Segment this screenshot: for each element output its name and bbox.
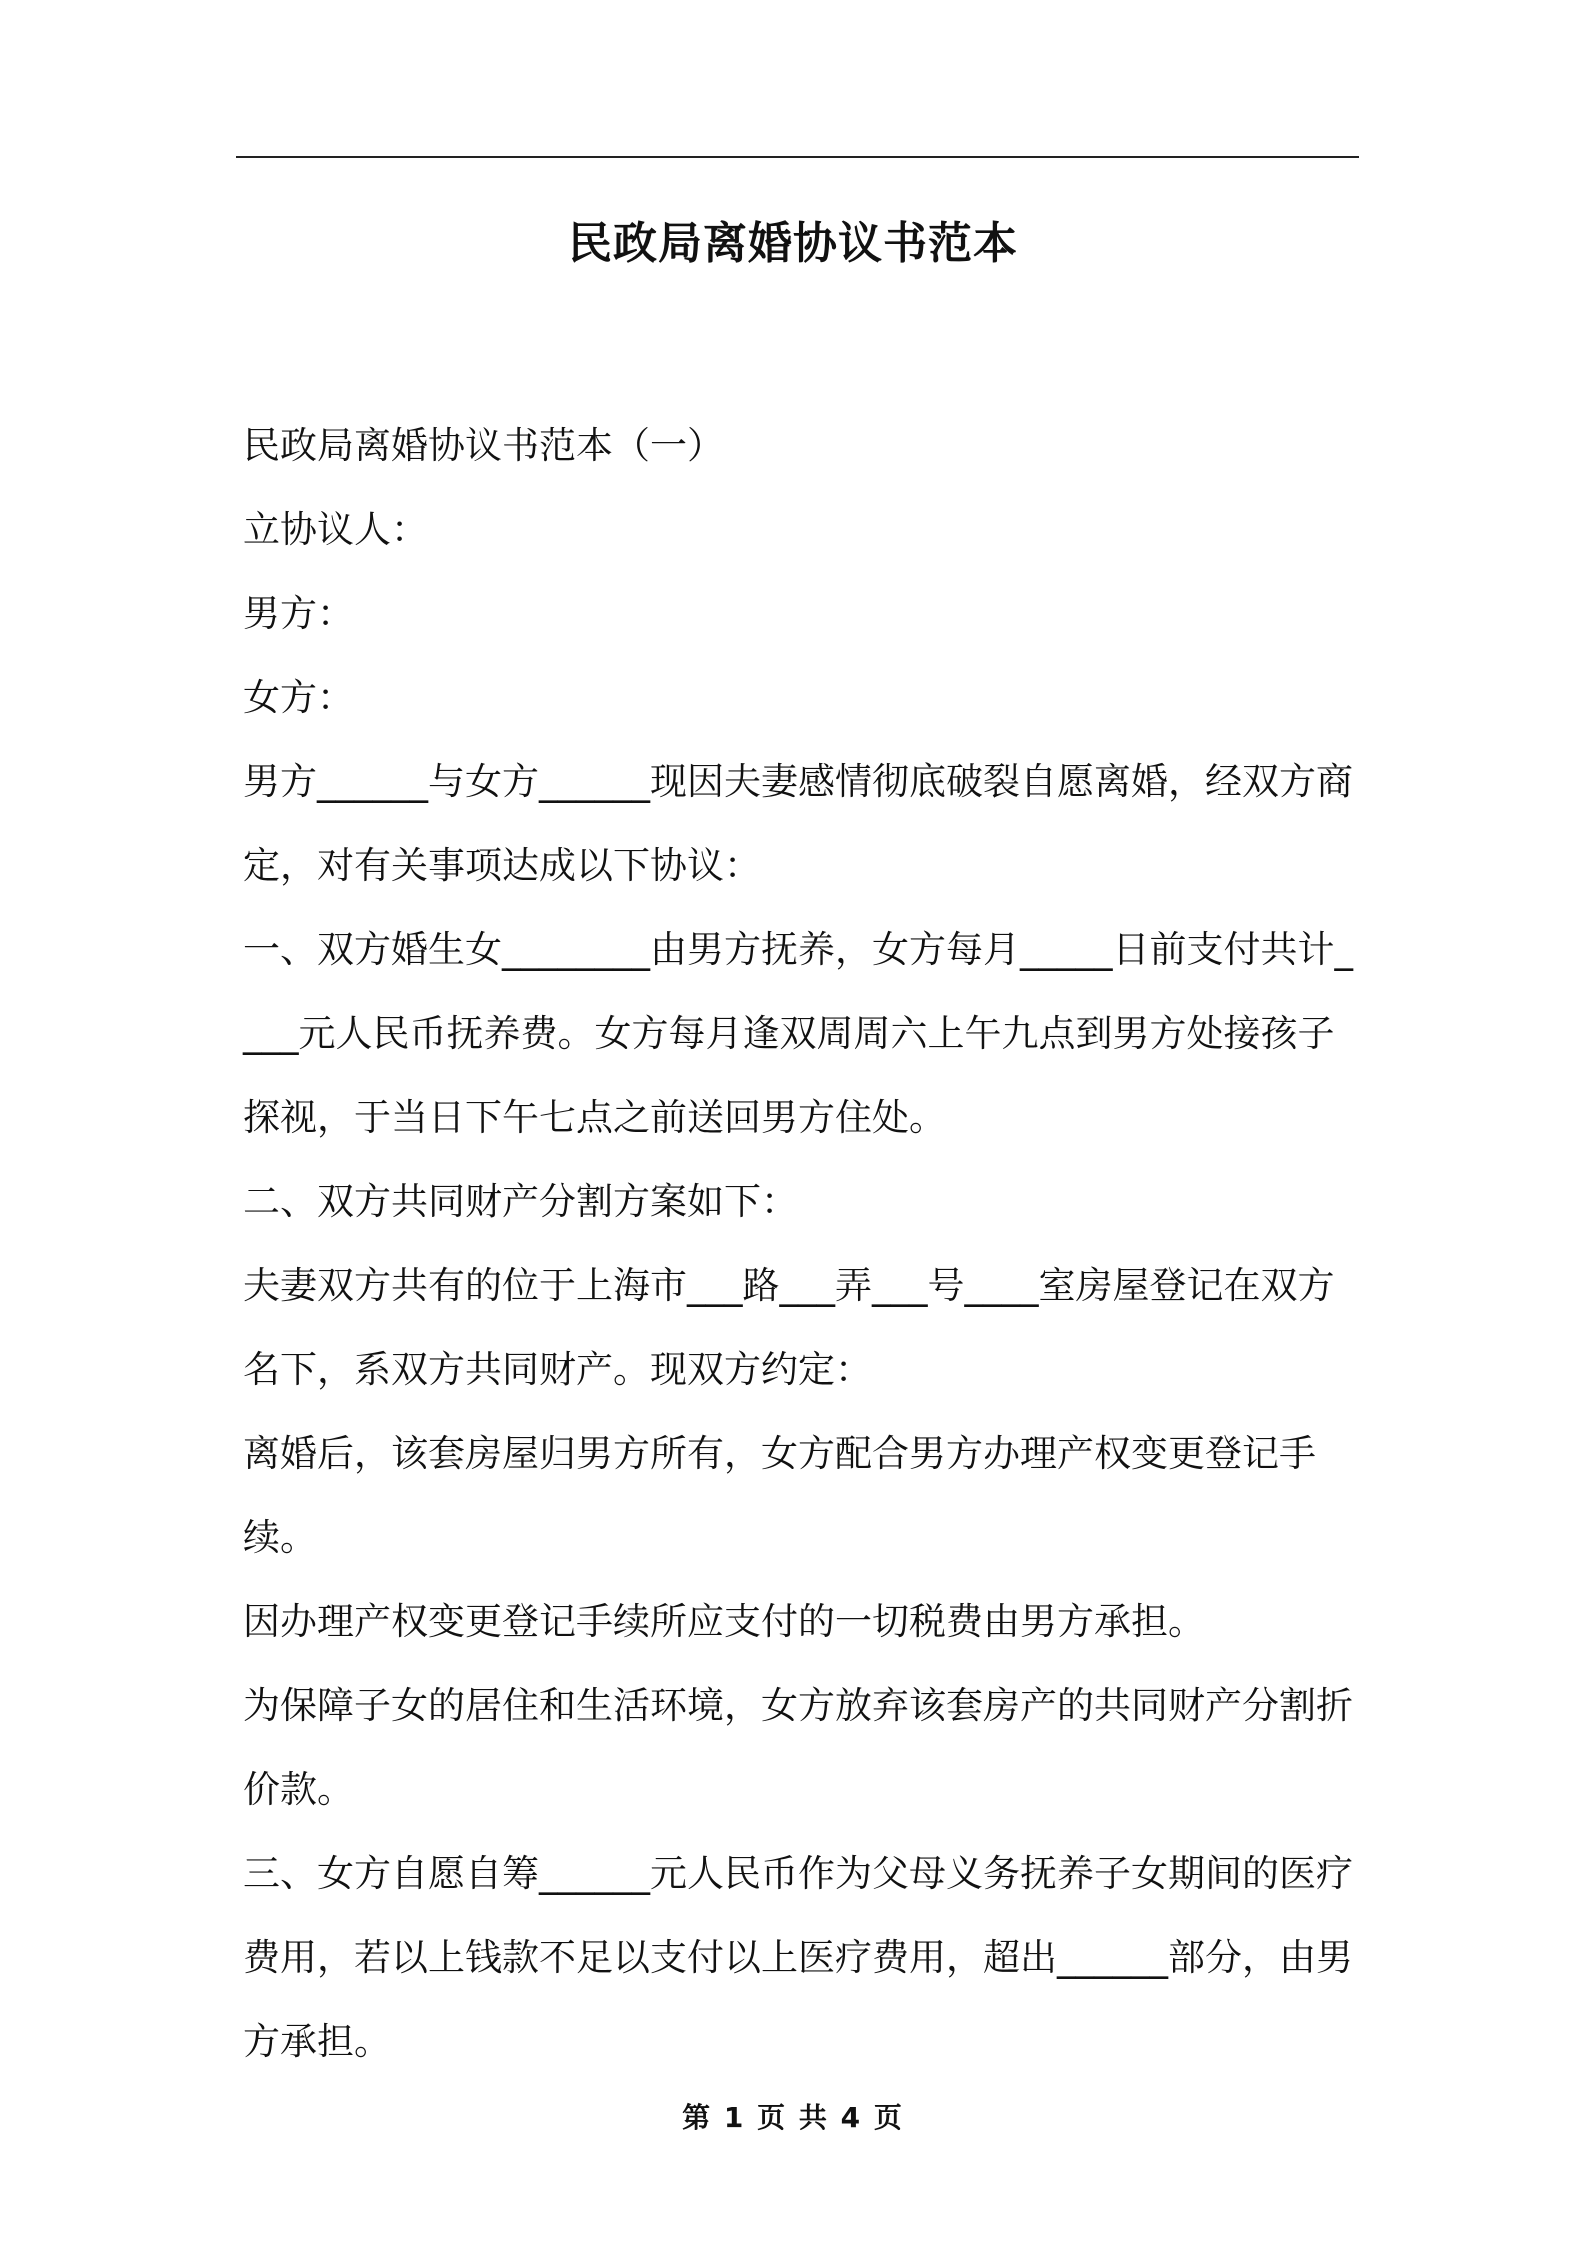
parties-label: 立协议人： — [243, 508, 428, 551]
clause-2-taxes: 因办理产权变更登记手续所应支付的一切税费由男方承担。 — [243, 1600, 1205, 1643]
page-number: 第 1 页 共 4 页 — [682, 2101, 904, 2134]
clause-2-property: 夫妻双方共有的位于上海市___路___弄___号____室房屋登记在双方名下，系双方共同财产。现双方约定： — [243, 1264, 1335, 1391]
document-title: 民政局离婚协议书范本 — [568, 218, 1018, 269]
clause-2-ownership: 离婚后，该套房屋归男方所有，女方配合男方办理产权变更登记手续。 — [243, 1432, 1316, 1559]
clause-2-waiver: 为保障子女的居住和生活环境，女方放弃该套房产的共同财产分割折价款。 — [243, 1684, 1353, 1811]
clause-2-heading: 二、双方共同财产分割方案如下： — [243, 1180, 798, 1223]
clause-1-custody: 一、双方婚生女________由男方抚养，女方每月_____日前支付共计____元人民币抚养费。女方每月逢双周周六上午九点到男方处接孩子探视，于当日下午七点之前送回男方住处。 — [243, 928, 1353, 1139]
female-party-label: 女方： — [243, 676, 354, 719]
clause-3-medical: 三、女方自愿自筹______元人民币作为父母义务抚养子女期间的医疗费用，若以上钱款不足以支付以上医疗费用，超出______部分，由男方承担。 — [243, 1852, 1353, 2063]
preamble-paragraph: 男方______与女方______现因夫妻感情彻底破裂自愿离婚，经双方商定，对有关事项达成以下协议： — [243, 760, 1353, 887]
header-rule — [236, 156, 1359, 158]
male-party-label: 男方： — [243, 592, 354, 635]
document-body — [243, 404, 1358, 2084]
section-heading: 民政局离婚协议书范本（一） — [243, 424, 724, 467]
